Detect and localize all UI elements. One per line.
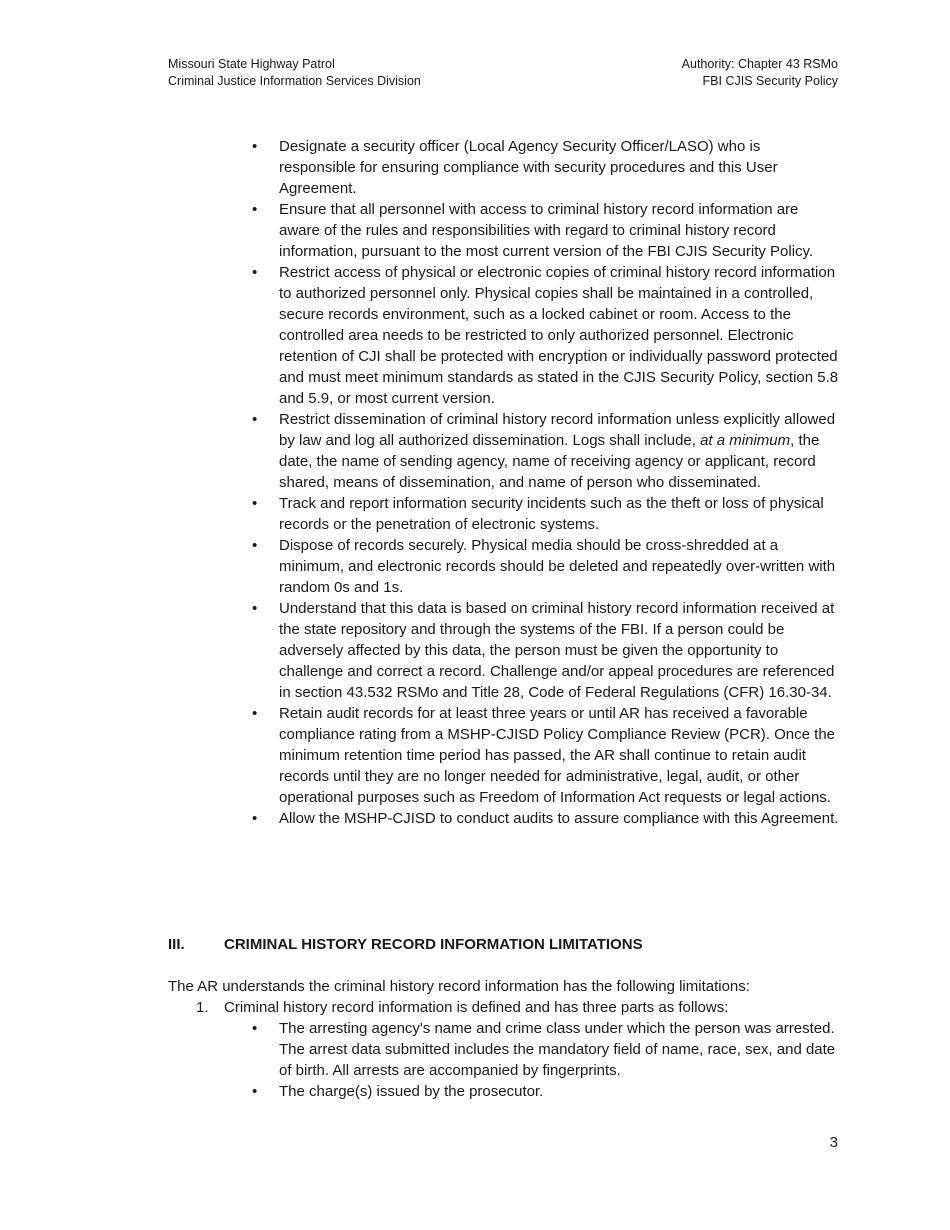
bullet-icon: • <box>252 264 258 281</box>
list-item <box>252 493 840 535</box>
list-item <box>252 1081 840 1102</box>
numbered-item <box>196 997 728 1018</box>
header-agency: Missouri State Highway Patrol <box>168 57 335 71</box>
list-item <box>252 598 840 703</box>
list-item <box>252 199 840 262</box>
limitations-list <box>252 1018 840 1102</box>
bullet-icon: • <box>252 600 258 617</box>
text-segment: , the date, the name of sending agency, name of receiving agency or applicant, record shared, means of dissemination, and name of person who disseminated. <box>279 432 820 491</box>
section-number: III. <box>168 936 185 953</box>
bullet-icon: • <box>252 495 258 512</box>
bullet-icon: • <box>252 705 258 722</box>
list-item-text: Track and report information security incidents such as the theft or loss of physical records or the penetration of electronic systems. <box>279 495 824 533</box>
list-item-text: Understand that this data is based on criminal history record information received at the state repository and through the systems of the FBI. If a person could be adversely affected by this data, the person must be given the opportunity to challenge and correct a record. Challenge and/or appeal procedures are referenced in section 43.532 RSMo and Title 28, Code of Federal Regulations (CFR) 16.30-34. <box>279 600 835 701</box>
list-item <box>252 1018 840 1081</box>
bullet-icon: • <box>252 810 258 827</box>
page-header-right <box>682 56 838 90</box>
bullet-icon: • <box>252 1020 258 1037</box>
page-header-left <box>168 56 421 90</box>
bullet-icon: • <box>252 537 258 554</box>
section-title: CRIMINAL HISTORY RECORD INFORMATION LIMITATIONS <box>224 936 643 953</box>
bullet-icon: • <box>252 1083 258 1100</box>
list-item <box>252 262 840 409</box>
bullet-icon: • <box>252 201 258 218</box>
text-segment: Restrict dissemination of criminal history record information unless explicitly allowed by law and log all authorized dissemination. Logs shall include, <box>279 411 836 449</box>
list-item-text: The charge(s) issued by the prosecutor. <box>279 1083 544 1100</box>
header-authority: Authority: Chapter 43 RSMo <box>681 57 838 71</box>
item-text: Criminal history record information is defined and has three parts as follows: <box>224 999 729 1016</box>
section-heading <box>168 934 643 955</box>
list-item-text: Designate a security officer (Local Agency Security Officer/LASO) who is responsible for ensuring compliance with security procedures and this User Agreement. <box>279 138 778 197</box>
section-intro: The AR understands the criminal history record information has the following limitations: <box>168 978 750 995</box>
list-item-text: Ensure that all personnel with access to criminal history record information are aware of the rules and responsibilities with regard to criminal history record information, pursuant to the most current version of the FBI CJIS Security Policy. <box>279 201 814 260</box>
list-item-text <box>279 411 835 491</box>
list-item-text: The arresting agency's name and crime class under which the person was arrested. The arrest data submitted includes the mandatory field of name, race, sex, and date of birth. All arrests are accompanied by fingerprints. <box>279 1020 836 1079</box>
list-item <box>252 535 840 598</box>
header-policy: FBI CJIS Security Policy <box>702 74 838 88</box>
list-item <box>252 409 840 493</box>
header-division: Criminal Justice Information Services Division <box>168 74 421 88</box>
bullet-icon: • <box>252 138 258 155</box>
bullet-icon: • <box>252 411 258 428</box>
list-item-text: Allow the MSHP-CJISD to conduct audits to assure compliance with this Agreement. <box>279 810 839 827</box>
list-item-text: Dispose of records securely. Physical media should be cross-shredded at a minimum, and electronic records should be deleted and repeatedly over-written with random 0s and 1s. <box>279 537 836 596</box>
list-item <box>252 703 840 808</box>
item-number: 1. <box>196 999 209 1016</box>
page-number: 3 <box>829 1134 838 1151</box>
list-item <box>252 808 840 829</box>
list-item-text: Retain audit records for at least three years or until AR has received a favorable compliance rating from a MSHP-CJISD Policy Compliance Review (PCR). Once the minimum retention time period has passed, the AR shall continue to retain audit records until they are no longer needed for administrative, legal, audit, or other operational purposes such as Freedom of Information Act requests or legal actions. <box>279 705 836 806</box>
list-item <box>252 136 840 199</box>
responsibilities-list <box>252 136 840 829</box>
emphasis-text: at a minimum <box>700 432 791 449</box>
list-item-text: Restrict access of physical or electronic copies of criminal history record information to authorized personnel only. Physical copies shall be maintained in a controlled, secure records environment, such as a locked cabinet or room. Access to the controlled area needs to be restricted to only authorized personnel. Electronic retention of CJI shall be protected with encryption or individually password protected and must meet minimum standards as stated in the CJIS Security Policy, section 5.8 and 5.9, or most current version. <box>279 264 839 407</box>
